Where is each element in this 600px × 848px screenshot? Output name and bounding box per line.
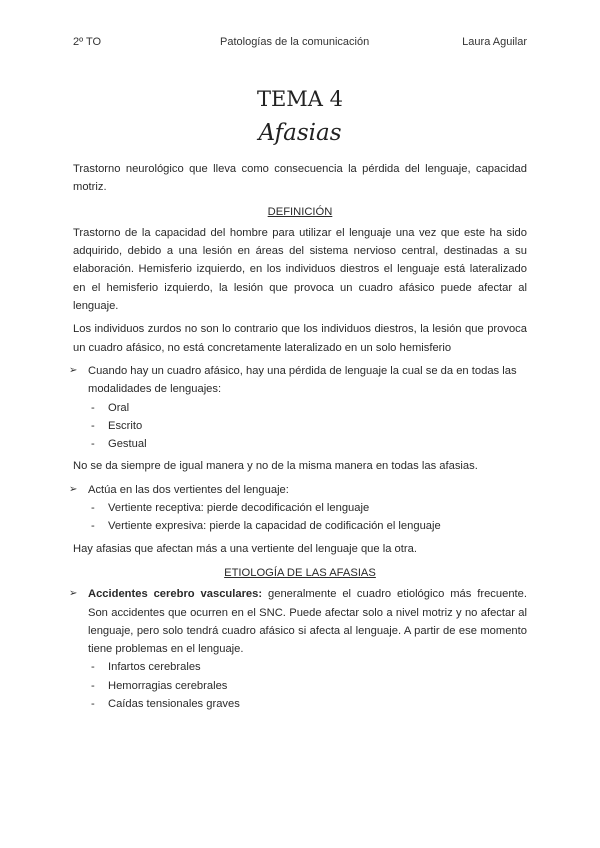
list-item: - Caídas tensionales graves xyxy=(73,695,527,713)
header-author: Laura Aguilar xyxy=(462,36,527,48)
document-subtitle: Afasias xyxy=(258,120,342,146)
document-body xyxy=(69,160,527,717)
bullet-modalities xyxy=(69,362,527,399)
definition-heading: DEFINICIÓN xyxy=(267,205,333,218)
header-subject: Patologías de la comunicación xyxy=(220,36,370,48)
dash-icon: - xyxy=(91,520,95,533)
definition-paragraph-2: Los individuos zurdos no son lo contrario que los individuos diestros, la lesión que provoca un cuadro afásico, no está concretamente lateralizado en un solo hemisferio xyxy=(73,323,527,354)
intro-paragraph: Trastorno neurológico que lleva como consecuencia la pérdida del lenguaje, capacidad motriz. xyxy=(73,163,527,194)
dash-icon: - xyxy=(91,679,95,692)
header-course: 2º TO xyxy=(73,36,102,48)
list-item: - Oral xyxy=(73,399,527,417)
list-item: - Escrito xyxy=(73,417,527,435)
list-item: - Vertiente receptiva: pierde decodificación el lenguaje xyxy=(73,499,527,517)
dash-icon: - xyxy=(91,401,95,414)
bullet-vertientes-text: Actúa en las dos vertientes del lenguaje: xyxy=(88,483,289,496)
bullet-acv xyxy=(69,585,527,658)
bullet-modalities-text: Cuando hay un cuadro afásico, hay una pérdida de lenguaje la cual se da en todas las modalidades de lenguajes: xyxy=(88,364,517,396)
arrow-bullet-icon: ➢ xyxy=(69,588,78,600)
etiology-heading: ETIOLOGÍA DE LAS AFASIAS xyxy=(224,566,376,579)
bullet-vertientes xyxy=(69,481,527,499)
list-item: - Hemorragias cerebrales xyxy=(73,677,527,695)
definition-paragraph-4: Hay afasias que afectan más a una vertiente del lenguaje que la otra. xyxy=(73,542,417,555)
document-title: TEMA 4 xyxy=(256,87,344,111)
acv-description: generalmente el cuadro etiológico más frecuente. Son accidentes que ocurren en el SNC. Puede afectar solo a nivel motriz y no afectar al lenguaje, pero solo tendrá cuadro afásico si afecta al lenguaje. A partir de ese momento tiene problemas en el lenguaje. xyxy=(88,588,527,656)
dash-icon: - xyxy=(91,419,95,432)
arrow-bullet-icon: ➢ xyxy=(69,483,78,495)
acv-term: Accidentes cerebro vasculares: xyxy=(88,588,263,601)
modalities-list xyxy=(73,399,527,454)
dash-icon: - xyxy=(91,438,95,451)
list-item: - Vertiente expresiva: pierde la capacidad de codificación el lenguaje xyxy=(73,517,527,535)
definition-paragraph-1: Trastorno de la capacidad del hombre para utilizar el lenguaje una vez que este ha sido adquirido, debido a una lesión en áreas del sistema nervioso central, destinadas a su elaboración. Hemisferio izquierdo, en los individuos diestros el lenguaje está lateralizado en el hemisferio izquierdo, la lesión que provoca un cuadro afásico puede afectar al lenguaje. xyxy=(73,226,527,313)
acv-list xyxy=(73,658,527,713)
list-item: - Gestual xyxy=(73,435,527,453)
definition-paragraph-3: No se da siempre de igual manera y no de la misma manera en todas las afasias. xyxy=(73,460,478,473)
dash-icon: - xyxy=(91,661,95,674)
page-header xyxy=(73,36,527,50)
dash-icon: - xyxy=(91,698,95,711)
list-item: - Infartos cerebrales xyxy=(73,658,527,676)
dash-icon: - xyxy=(91,502,95,515)
arrow-bullet-icon: ➢ xyxy=(69,364,78,376)
vertientes-list xyxy=(73,499,527,536)
